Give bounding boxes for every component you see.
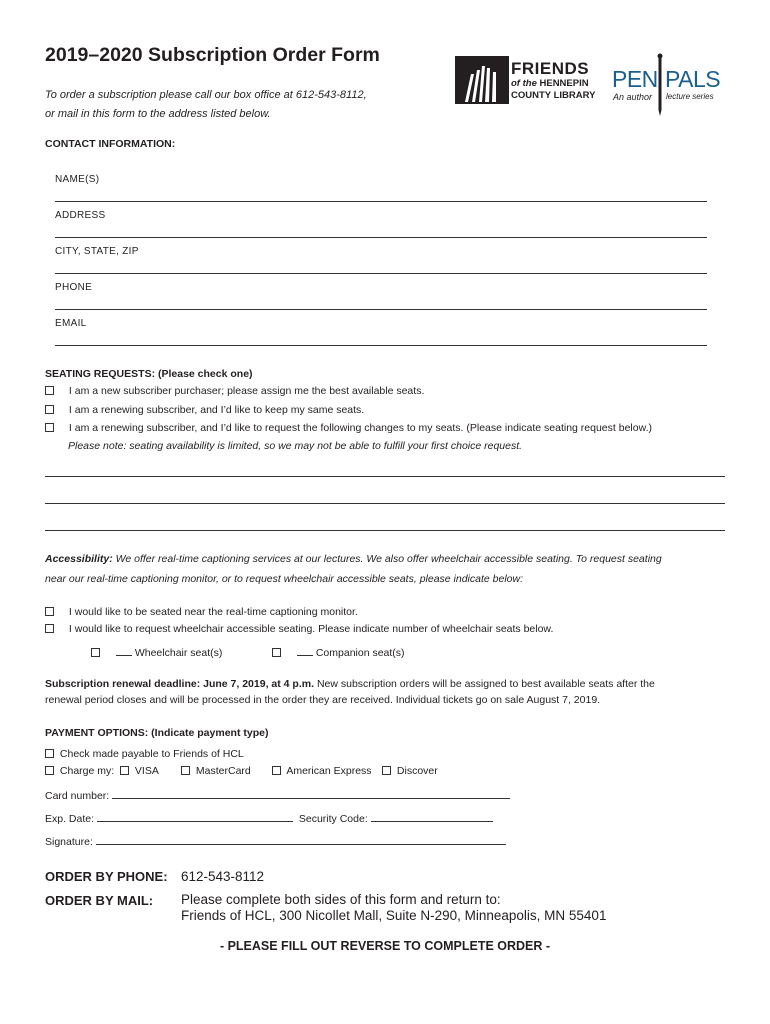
checkbox-icon[interactable] (45, 423, 54, 432)
seating-option-3-label: I am a renewing subscriber, and I’d like to request the following changes to my seats. (Please indicate seating request below.) (68, 422, 652, 434)
payment-charge-option[interactable] (45, 765, 114, 777)
accessibility-option-2-label: I would like to request wheelchair accessible seating. Please indicate number of wheelchair seats below. (68, 623, 554, 635)
page-title: 2019–2020 Subscription Order Form (45, 44, 380, 66)
security-code-label: Security Code: (298, 813, 368, 825)
seating-option-2[interactable] (45, 404, 364, 416)
card-number-field[interactable] (112, 789, 510, 799)
penpals-pals: PALS (665, 66, 721, 92)
checkbox-icon[interactable] (45, 624, 54, 633)
order-phone-label: ORDER BY PHONE: (45, 869, 168, 884)
seating-option-3[interactable] (45, 422, 652, 434)
checkbox-icon[interactable] (45, 766, 54, 775)
signature-field[interactable] (96, 835, 506, 845)
checkbox-icon[interactable] (181, 766, 190, 775)
penpals-sub1: An author (613, 92, 653, 102)
exp-security-row (45, 812, 493, 825)
payment-charge-label: Charge my: (59, 765, 115, 777)
city-state-zip-field[interactable] (55, 273, 707, 274)
intro-line-2: or mail in this form to the address listed below. (45, 108, 271, 120)
signature-label: Signature: (45, 836, 93, 848)
renewal-deadline: Subscription renewal deadline: June 7, 2019, at 4 p.m. (45, 678, 315, 690)
friends-logo-line3: COUNTY LIBRARY (511, 90, 596, 101)
accessibility-option-1-label: I would like to be seated near the real-time captioning monitor. (68, 606, 358, 618)
penpals-logo (612, 52, 722, 116)
accessibility-line-2: near our real-time captioning monitor, or to request wheelchair accessible seats, please indicate below: (45, 573, 524, 585)
card-visa[interactable]: VISA (120, 765, 159, 777)
companion-count-field[interactable] (297, 646, 313, 656)
renewal-line-2: renewal period closes and will be processed in the order they are received. Individual tickets go on sale August 7, 2019. (45, 694, 601, 706)
payment-check-label: Check made payable to Friends of HCL (59, 748, 244, 760)
wheelchair-label: Wheelchair seat(s) (134, 647, 223, 659)
card-mastercard[interactable]: MasterCard (181, 765, 251, 777)
card-american-express[interactable]: American Express (272, 765, 372, 777)
order-mail-line1: Please complete both sides of this form and return to: (181, 892, 501, 907)
checkbox-icon[interactable] (45, 749, 54, 758)
checkbox-icon[interactable] (45, 386, 54, 395)
seating-request-line-1[interactable] (45, 476, 725, 477)
contact-heading: CONTACT INFORMATION: (45, 138, 176, 150)
checkbox-icon[interactable] (45, 607, 54, 616)
card-discover[interactable]: Discover (382, 765, 438, 777)
payment-heading: PAYMENT OPTIONS: (Indicate payment type) (45, 727, 269, 739)
checkbox-icon[interactable] (120, 766, 129, 775)
security-code-field[interactable] (371, 812, 493, 822)
seating-request-line-3[interactable] (45, 530, 725, 531)
signature-row (45, 835, 506, 848)
seating-heading: SEATING REQUESTS: (Please check one) (45, 368, 253, 380)
renewal-line-1: Subscription renewal deadline: June 7, 2019, at 4 p.m. New subscription orders will be assigned to best available seats after the (45, 678, 655, 690)
footer-note: - PLEASE FILL OUT REVERSE TO COMPLETE ORDER - (219, 939, 551, 953)
address-label: ADDRESS (55, 210, 106, 221)
friends-logo-line1: FRIENDS (511, 59, 590, 78)
intro-text (45, 86, 425, 124)
intro-line-1: To order a subscription please call our box office at 612-543-8112, (45, 89, 367, 101)
name-label: NAME(S) (55, 174, 100, 185)
wheelchair-count-field[interactable] (116, 646, 132, 656)
friends-logo-line2: of the HENNEPIN (511, 78, 589, 89)
wheelchair-seats[interactable] (91, 646, 222, 659)
accessibility-option-2[interactable] (45, 623, 553, 635)
accessibility-line-1: Accessibility: We offer real-time captioning services at our lectures. We also offer wheelchair accessible seating. To request seating (45, 553, 662, 565)
accessibility-label: Accessibility: (45, 553, 113, 565)
penpals-pen: PEN (612, 66, 658, 92)
companion-label: Companion seat(s) (315, 647, 405, 659)
checkbox-icon[interactable] (382, 766, 391, 775)
penpals-sub2: lecture series (666, 92, 714, 101)
email-label: EMAIL (55, 318, 87, 329)
city-state-zip-label: CITY, STATE, ZIP (55, 246, 139, 257)
exp-date-label: Exp. Date: (45, 813, 95, 825)
checkbox-icon[interactable] (272, 648, 281, 657)
seating-option-1[interactable] (45, 385, 424, 397)
seating-option-2-label: I am a renewing subscriber, and I’d like to keep my same seats. (68, 404, 365, 416)
accessibility-option-1[interactable] (45, 606, 358, 618)
phone-label: PHONE (55, 282, 93, 293)
email-field[interactable] (55, 345, 707, 346)
pen-icon (656, 52, 664, 116)
seating-request-line-2[interactable] (45, 503, 725, 504)
order-mail-label: ORDER BY MAIL: (45, 893, 154, 908)
order-phone-value: 612-543-8112 (181, 869, 265, 884)
seating-note: Please note: seating availability is limited, so we may not be able to fulfill your first choice request. (68, 440, 523, 452)
name-field[interactable] (55, 201, 707, 202)
card-number-label: Card number: (45, 790, 110, 802)
payment-check-option[interactable] (45, 748, 244, 760)
seating-option-1-label: I am a new subscriber purchaser; please assign me the best available seats. (68, 385, 425, 397)
friends-hcl-logo (455, 54, 605, 110)
checkbox-icon[interactable] (272, 766, 281, 775)
checkbox-icon[interactable] (91, 648, 100, 657)
exp-date-field[interactable] (97, 812, 293, 822)
order-mail-line2: Friends of HCL, 300 Nicollet Mall, Suite N-290, Minneapolis, MN 55401 (181, 908, 607, 923)
checkbox-icon[interactable] (45, 405, 54, 414)
companion-seats[interactable] (272, 646, 405, 659)
card-number-row (45, 789, 510, 802)
phone-field[interactable] (55, 309, 707, 310)
address-field[interactable] (55, 237, 707, 238)
books-icon (455, 54, 511, 106)
